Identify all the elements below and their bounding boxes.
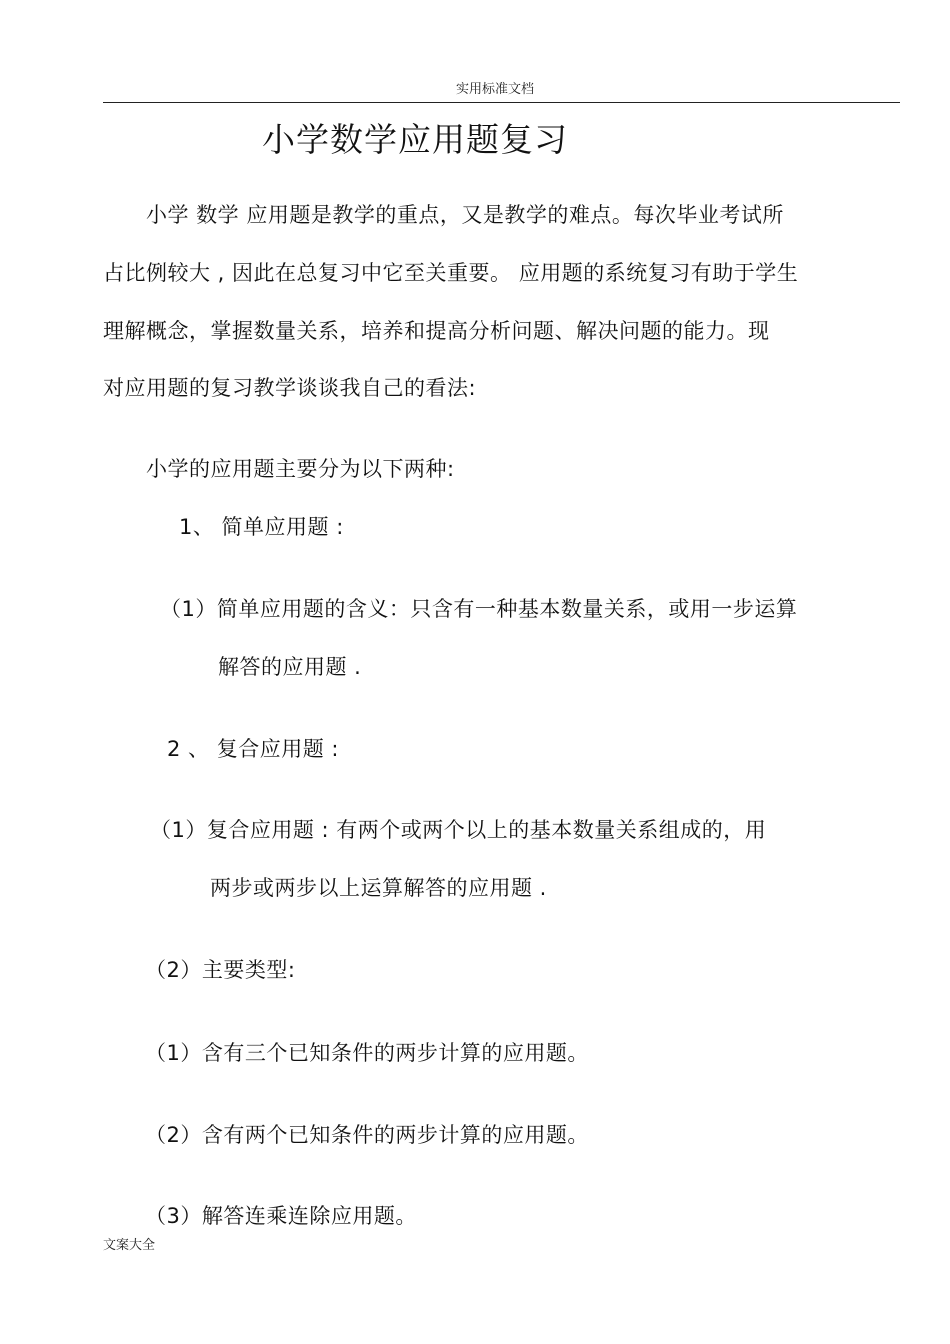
- page-title: 小学数学应用题复习: [262, 120, 568, 159]
- section-1-item-1-line-1: （1）简单应用题的含义：只含有一种基本数量关系，或用一步运算: [160, 597, 798, 621]
- types-intro: 小学的应用题主要分为以下两种:: [146, 457, 455, 481]
- intro-line-1: 小学 数学 应用题是教学的重点，又是教学的难点。每次毕业考试所: [146, 203, 784, 227]
- page-header: 实用标准文档: [455, 82, 534, 97]
- section-2-item-2: （2）主要类型:: [145, 958, 296, 982]
- section-2-heading: 2 、 复合应用题 :: [167, 737, 339, 761]
- section-1-item-1-line-2: 解答的应用题 .: [218, 655, 362, 679]
- intro-line-3: 理解概念，掌握数量关系，培养和提高分析问题、解决问题的能力。现: [103, 319, 770, 343]
- section-2-sub-2: （2）含有两个已知条件的两步计算的应用题。: [145, 1123, 589, 1147]
- section-2-item-1-line-1: （1）复合应用题 : 有两个或两个以上的基本数量关系组成的，用: [150, 818, 767, 842]
- section-2-sub-1: （1）含有三个已知条件的两步计算的应用题。: [145, 1041, 589, 1065]
- intro-line-4: 对应用题的复习教学谈谈我自己的看法:: [103, 376, 477, 400]
- section-2-item-1-line-2: 两步或两步以上运算解答的应用题 .: [210, 876, 547, 900]
- header-divider: [103, 102, 900, 103]
- section-1-heading: 1、 简单应用题 :: [179, 515, 344, 539]
- section-2-sub-3: （3）解答连乘连除应用题。: [145, 1204, 417, 1228]
- intro-line-2: 占比例较大 , 因此在总复习中它至关重要。 应用题的系统复习有助于学生: [103, 261, 799, 285]
- page-footer: 文案大全: [103, 1238, 156, 1253]
